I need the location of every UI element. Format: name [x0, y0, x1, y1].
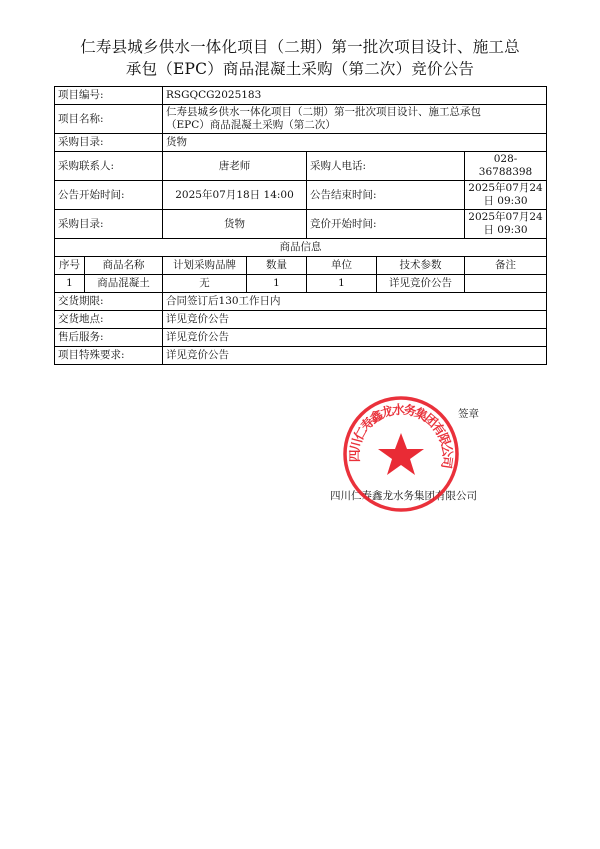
document-title [40, 36, 560, 80]
seal-star [378, 433, 424, 475]
end-label: 公告结束时间: [307, 181, 465, 210]
goods-header-cell: 技术参数 [377, 257, 465, 275]
row-delivery-period [55, 293, 547, 311]
delivery-period-value: 合同签订后130工作日内 [163, 293, 547, 311]
phone-label: 采购人电话: [307, 152, 465, 181]
goods-cell [465, 275, 547, 293]
announcement-table [54, 86, 547, 365]
delivery-place-label: 交货地点: [55, 311, 163, 329]
goods-row [55, 275, 547, 293]
end-value: 2025年07月24日 09:30 [465, 181, 547, 210]
start-value: 2025年07月18日 14:00 [163, 181, 307, 210]
goods-header-cell: 单位 [307, 257, 377, 275]
signature-label: 签章 [458, 408, 479, 420]
goods-cell: 1 [55, 275, 85, 293]
row-contact [55, 152, 547, 181]
row-project-no [55, 87, 547, 105]
row-announce-time [55, 181, 547, 210]
delivery-place-value: 详见竞价公告 [163, 311, 547, 329]
special-value: 详见竞价公告 [163, 347, 547, 365]
row-category-bid [55, 210, 547, 239]
goods-cell: 1 [247, 275, 307, 293]
company-name: 四川仁寿鑫龙水务集团有限公司 [330, 490, 477, 502]
project-name-line-2: （EPC）商品混凝土采购（第二次） [166, 119, 336, 131]
company-seal-stamp [340, 393, 462, 515]
project-name-value [163, 105, 547, 134]
row-special [55, 347, 547, 365]
special-label: 项目特殊要求: [55, 347, 163, 365]
goods-cell: 无 [163, 275, 247, 293]
row-after-sales [55, 329, 547, 347]
goods-section-title: 商品信息 [55, 239, 547, 257]
bid-start-label: 竞价开始时间: [307, 210, 465, 239]
goods-header-row [55, 257, 547, 275]
project-no-value: RSGQCG2025183 [163, 87, 547, 105]
phone-value: 028-36788398 [465, 152, 547, 181]
row-delivery-place [55, 311, 547, 329]
row-goods-title [55, 239, 547, 257]
bid-start-value: 2025年07月24日 09:30 [465, 210, 547, 239]
goods-header-cell: 备注 [465, 257, 547, 275]
delivery-period-label: 交货期限: [55, 293, 163, 311]
goods-cell: 详见竞价公告 [377, 275, 465, 293]
goods-header-cell: 序号 [55, 257, 85, 275]
category2-label: 采购目录: [55, 210, 163, 239]
row-project-name [55, 105, 547, 134]
project-no-label: 项目编号: [55, 87, 163, 105]
after-sales-value: 详见竞价公告 [163, 329, 547, 347]
category2-value: 货物 [163, 210, 307, 239]
goods-cell: 商品混凝土 [85, 275, 163, 293]
contact-label: 采购联系人: [55, 152, 163, 181]
title-line-1: 仁寿县城乡供水一体化项目（二期）第一批次项目设计、施工总 [80, 38, 520, 56]
goods-cell: 1 [307, 275, 377, 293]
seal-text: 四川仁寿鑫龙水务集团有限公司 [346, 401, 456, 470]
goods-header-cell: 数量 [247, 257, 307, 275]
row-category [55, 134, 547, 152]
category-value: 货物 [163, 134, 547, 152]
goods-header-cell: 计划采购品牌 [163, 257, 247, 275]
project-name-label: 项目名称: [55, 105, 163, 134]
after-sales-label: 售后服务: [55, 329, 163, 347]
goods-header-cell: 商品名称 [85, 257, 163, 275]
start-label: 公告开始时间: [55, 181, 163, 210]
category-label: 采购目录: [55, 134, 163, 152]
title-line-2: 承包（EPC）商品混凝土采购（第二次）竞价公告 [125, 60, 475, 78]
contact-value: 唐老师 [163, 152, 307, 181]
project-name-line-1: 仁寿县城乡供水一体化项目（二期）第一批次项目设计、施工总承包 [166, 106, 482, 118]
